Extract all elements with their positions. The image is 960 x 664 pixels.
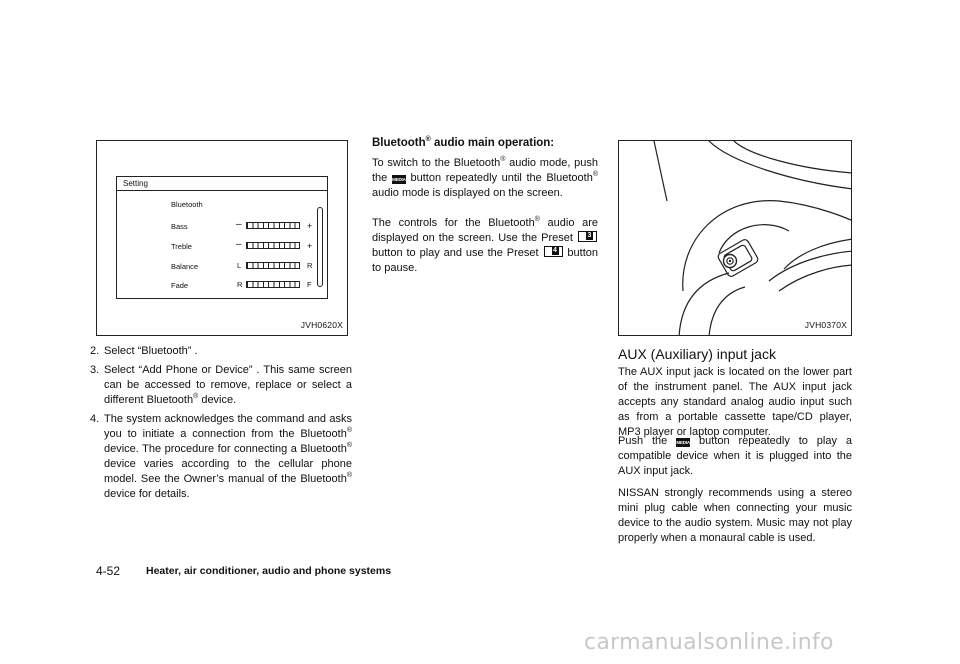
menu-item-bluetooth: Bluetooth: [171, 200, 203, 209]
balance-slider: [246, 262, 300, 269]
media-button-icon: MEDIA: [392, 177, 406, 182]
treble-plus: +: [307, 241, 313, 251]
registered-mark: ®: [346, 427, 352, 434]
screen-divider: [117, 190, 327, 191]
settings-screen: [116, 176, 328, 299]
preset-3-button-icon: 3: [578, 231, 597, 242]
aux-paragraph-3: NISSAN strongly recommends using a stereo mini plug cable when connecting your music device to the audio system. Music may not play properly when a monaural cable is used.: [618, 487, 852, 544]
step-text: The system acknowledges the command and asks you to initiate a connection from the Bluetooth® device. The procedure for connecting a Bluetooth® device varies according to the cellular phone model. See the Owner’s manual of the Bluetooth® device for details.: [104, 413, 352, 500]
step-item: [90, 412, 352, 502]
registered-mark: ®: [346, 472, 352, 479]
bass-minus: –: [236, 219, 242, 230]
step-number: 2.: [90, 345, 100, 357]
step-item: [90, 363, 352, 408]
registered-mark: ®: [425, 136, 431, 143]
preset-4-button-icon: 4: [544, 246, 563, 257]
fade-left: R: [237, 280, 243, 289]
fade-right: F: [307, 280, 312, 289]
step-text: Select “Add Phone or Device” . This same screen can be accessed to remove, replace or select a different Bluetooth® device.: [104, 364, 352, 406]
balance-left: L: [237, 261, 242, 270]
figure-code: JVH0370X: [804, 320, 847, 330]
fade-slider: [246, 281, 300, 288]
aux-jack-illustration: [619, 141, 852, 336]
figure-code: JVH0620X: [300, 320, 343, 330]
step-number: 3.: [90, 364, 100, 376]
treble-slider: [246, 242, 300, 249]
registered-mark: ®: [346, 442, 352, 449]
step-text: Select “Bluetooth” .: [104, 345, 198, 357]
aux-paragraph-2: Push the MEDIA button repeatedly to play a compatible device when it is plugged into the AUX input jack.: [618, 435, 852, 477]
watermark: carmanualsonline.info: [584, 630, 834, 655]
step-item: [90, 344, 352, 359]
screen-scrollbar: [317, 207, 323, 287]
step-list: [90, 344, 352, 506]
screen-title: Setting: [123, 179, 148, 188]
settings-screen-figure: [96, 140, 348, 336]
menu-item-bass: Bass: [171, 222, 188, 231]
bluetooth-paragraph-1: To switch to the Bluetooth® audio mode, push the MEDIA button repeatedly until the Bluetooth® audio mode is displayed on the screen.: [372, 156, 598, 199]
bluetooth-audio-heading: Bluetooth® audio main operation:: [372, 136, 555, 149]
section-title: Heater, air conditioner, audio and phone systems: [146, 565, 392, 577]
registered-mark: ®: [193, 393, 199, 400]
balance-right: R: [307, 261, 313, 270]
media-button-icon: MEDIA: [676, 440, 690, 445]
step-number: 4.: [90, 413, 100, 425]
menu-item-balance: Balance: [171, 262, 199, 271]
menu-item-fade: Fade: [171, 281, 189, 290]
registered-mark: ®: [592, 171, 598, 178]
registered-mark: ®: [500, 156, 506, 163]
treble-minus: –: [236, 239, 242, 250]
menu-item-treble: Treble: [171, 242, 192, 251]
bass-slider: [246, 222, 300, 229]
registered-mark: ®: [534, 216, 540, 223]
bluetooth-paragraph-2: The controls for the Bluetooth® audio are displayed on the screen. Use the Preset 3 button to play and use the Preset 4 button to pause.: [372, 216, 598, 274]
aux-heading: AUX (Auxiliary) input jack: [618, 346, 776, 362]
bass-plus: +: [307, 221, 313, 231]
page-number: 4-52: [96, 564, 121, 578]
aux-paragraph-1: The AUX input jack is located on the lower part of the instrument panel. The AUX input jack accepts any standard analog audio input such as from a portable cassette tape/CD player, MP3 player or laptop computer.: [618, 366, 852, 438]
aux-jack-figure: [618, 140, 852, 336]
